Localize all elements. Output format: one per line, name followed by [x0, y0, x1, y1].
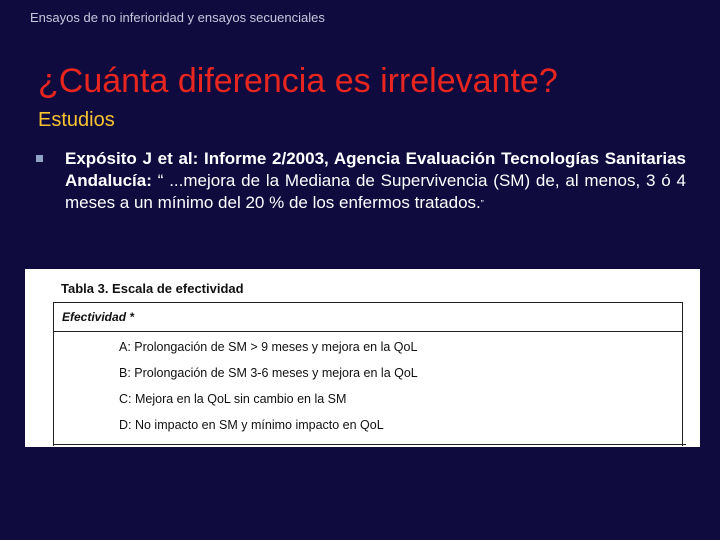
table-row-c: C: Mejora en la QoL sin cambio en la SM: [119, 392, 347, 406]
table-row-a: A: Prolongación de SM > 9 meses y mejora en la QoL: [119, 340, 418, 354]
table-title: Tabla 3. Escala de efectividad: [61, 281, 244, 296]
slide-subtitle: Estudios: [38, 109, 115, 131]
table-header: Efectividad *: [54, 303, 682, 332]
citation-text: Expósito J et al: Informe 2/2003, Agencia Evaluación Tecnologías Sanitarias Andalucía:: [65, 149, 686, 190]
slide-header: Ensayos de no inferioridad y ensayos secuenciales: [30, 10, 325, 25]
effectiveness-table-image: [25, 269, 700, 447]
square-bullet-icon: [36, 155, 43, 162]
bullet-text: [65, 148, 686, 215]
table-row-d: D: No impacto en SM y mínimo impacto en QoL: [119, 418, 384, 432]
quote-text: “ ...mejora de la Mediana de Supervivencia (SM) de, al menos, 3 ó 4 meses a un mínimo del 20 % de los enfermos tratados.: [65, 171, 686, 212]
table-row-b: B: Prolongación de SM 3-6 meses y mejora en la QoL: [119, 366, 418, 380]
slide-title: ¿Cuánta diferencia es irrelevante?: [38, 62, 558, 100]
closing-quote-mark: ”: [480, 198, 484, 209]
effectiveness-table: [53, 302, 683, 446]
table-bottom-rule: [53, 444, 686, 445]
bullet-item: [36, 148, 686, 215]
